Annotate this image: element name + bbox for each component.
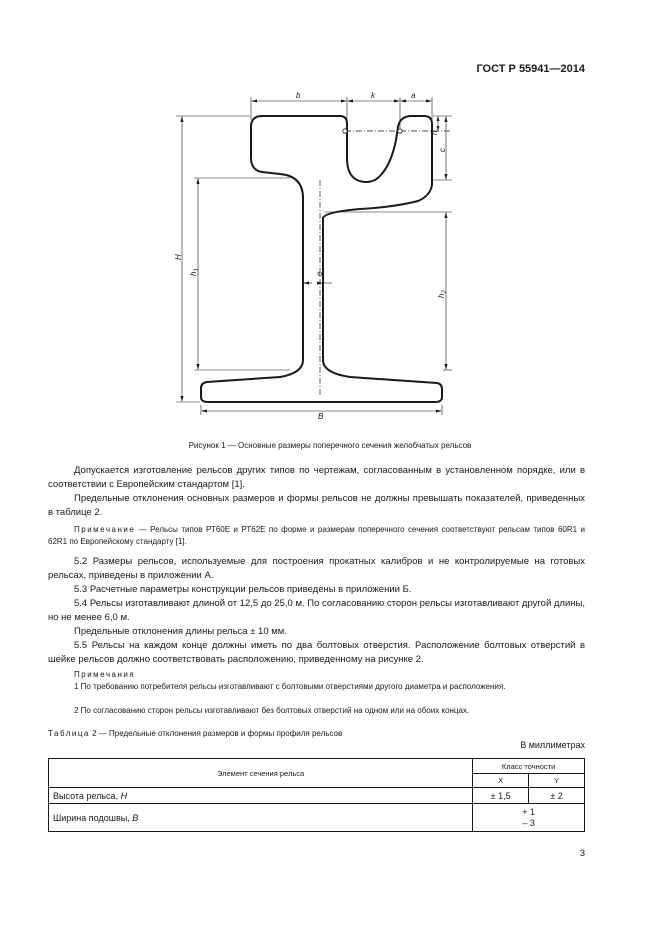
table-header-row: [49, 759, 585, 774]
page-number: 3: [579, 848, 585, 859]
paragraph-deviations: Предельные отклонения основных размеров и формы рельсов не должны превышать показателей, приведенных в таблице 2.: [48, 493, 585, 518]
dim-label-h1: $h_1$: [189, 268, 200, 276]
paragraph-5-3: 5.3 Расчетные параметры конструкции рельсов приведены в приложении Б.: [74, 584, 412, 595]
paragraph-5-2: 5.2 Размеры рельсов, используемые для построения прокатных калибров и не контролируемые на готовых рельсах, приведены в приложении А.: [48, 556, 585, 581]
header-class-y: Y: [529, 774, 585, 788]
paragraph-length-tolerance: Предельные отклонения длины рельса ± 10 мм.: [74, 626, 287, 637]
dim-label-a: a: [411, 91, 416, 100]
table-units: В миллиметрах: [520, 740, 585, 750]
row-height-y: ± 2: [529, 788, 585, 804]
row-height-x: ± 1,5: [473, 788, 529, 804]
row-width-tolerance: + 1 – 3: [473, 804, 585, 832]
gauge-point-right: [398, 129, 402, 133]
table-row: [49, 788, 585, 804]
note-1: 1 По требованию потребителя рельсы изготавливают с болтовыми отверстиями другого диаметра и расположения.: [74, 682, 506, 691]
standard-code: ГОСТ Р 55941—2014: [476, 63, 585, 75]
table-row: [49, 804, 585, 832]
notes-heading: Примечания: [74, 670, 136, 679]
paragraph-5-5: 5.5 Рельсы на каждом конце должны иметь по два болтовых отверстия. Расположение болтовых отверстий в шейке рельсов должно соответствовать расположению, приведенному на рисунке 2.: [48, 640, 585, 665]
paragraph-other-types: Допускается изготовление рельсов других типов по чертежам, согласованным в установленном порядке, или в соответствии с Европейским стандартом [1].: [48, 465, 585, 490]
gauge-point-left: [343, 129, 347, 133]
table-caption: Таблица 2 — Предельные отклонения размеров и формы профиля рельсов: [48, 729, 343, 738]
figure-caption: Рисунок 1 — Основные размеры поперечного сечения желобчатых рельсов: [188, 441, 472, 450]
dim-label-B: B: [318, 412, 324, 421]
row-label-width: Ширина подошвы, B: [49, 804, 473, 832]
note-2: 2 По согласованию сторон рельсы изготавливают без болтовых отверстий на одном или на обоих концах.: [74, 706, 470, 715]
row-label-height: Высота рельса, H: [49, 788, 473, 804]
dimension-arrowheads: [181, 100, 448, 413]
dim-label-h2: $h_2$: [437, 290, 448, 298]
dim-label-e: e: [315, 271, 324, 276]
paragraph-5-4: 5.4 Рельсы изготавливают длиной от 12,5 до 25,0 м. По согласованию сторон рельсы изготавливают другой длины, но не менее 6,0 м.: [48, 598, 585, 623]
dim-label-b: b: [296, 91, 301, 100]
rail-cross-section-figure: [160, 88, 460, 433]
header-element: Элемент сечения рельса: [49, 759, 473, 788]
header-accuracy-class: Класс точности: [473, 759, 585, 774]
note-rail-types: Примечание — Рельсы типов РТ60Е и РТ62Е по форме и размерам поперечного сечения соответствуют рельсам типов 60R1 и 62R1 по Европейскому стандарту [1].: [48, 525, 585, 546]
dim-label-k: k: [371, 91, 375, 100]
tolerance-table: [48, 758, 585, 832]
header-class-x: X: [473, 774, 529, 788]
dim-label-H: H: [174, 254, 183, 260]
dim-label-c: c: [438, 148, 447, 152]
rail-profile-outline: [201, 116, 442, 402]
dim-label-n: n: [430, 130, 439, 135]
